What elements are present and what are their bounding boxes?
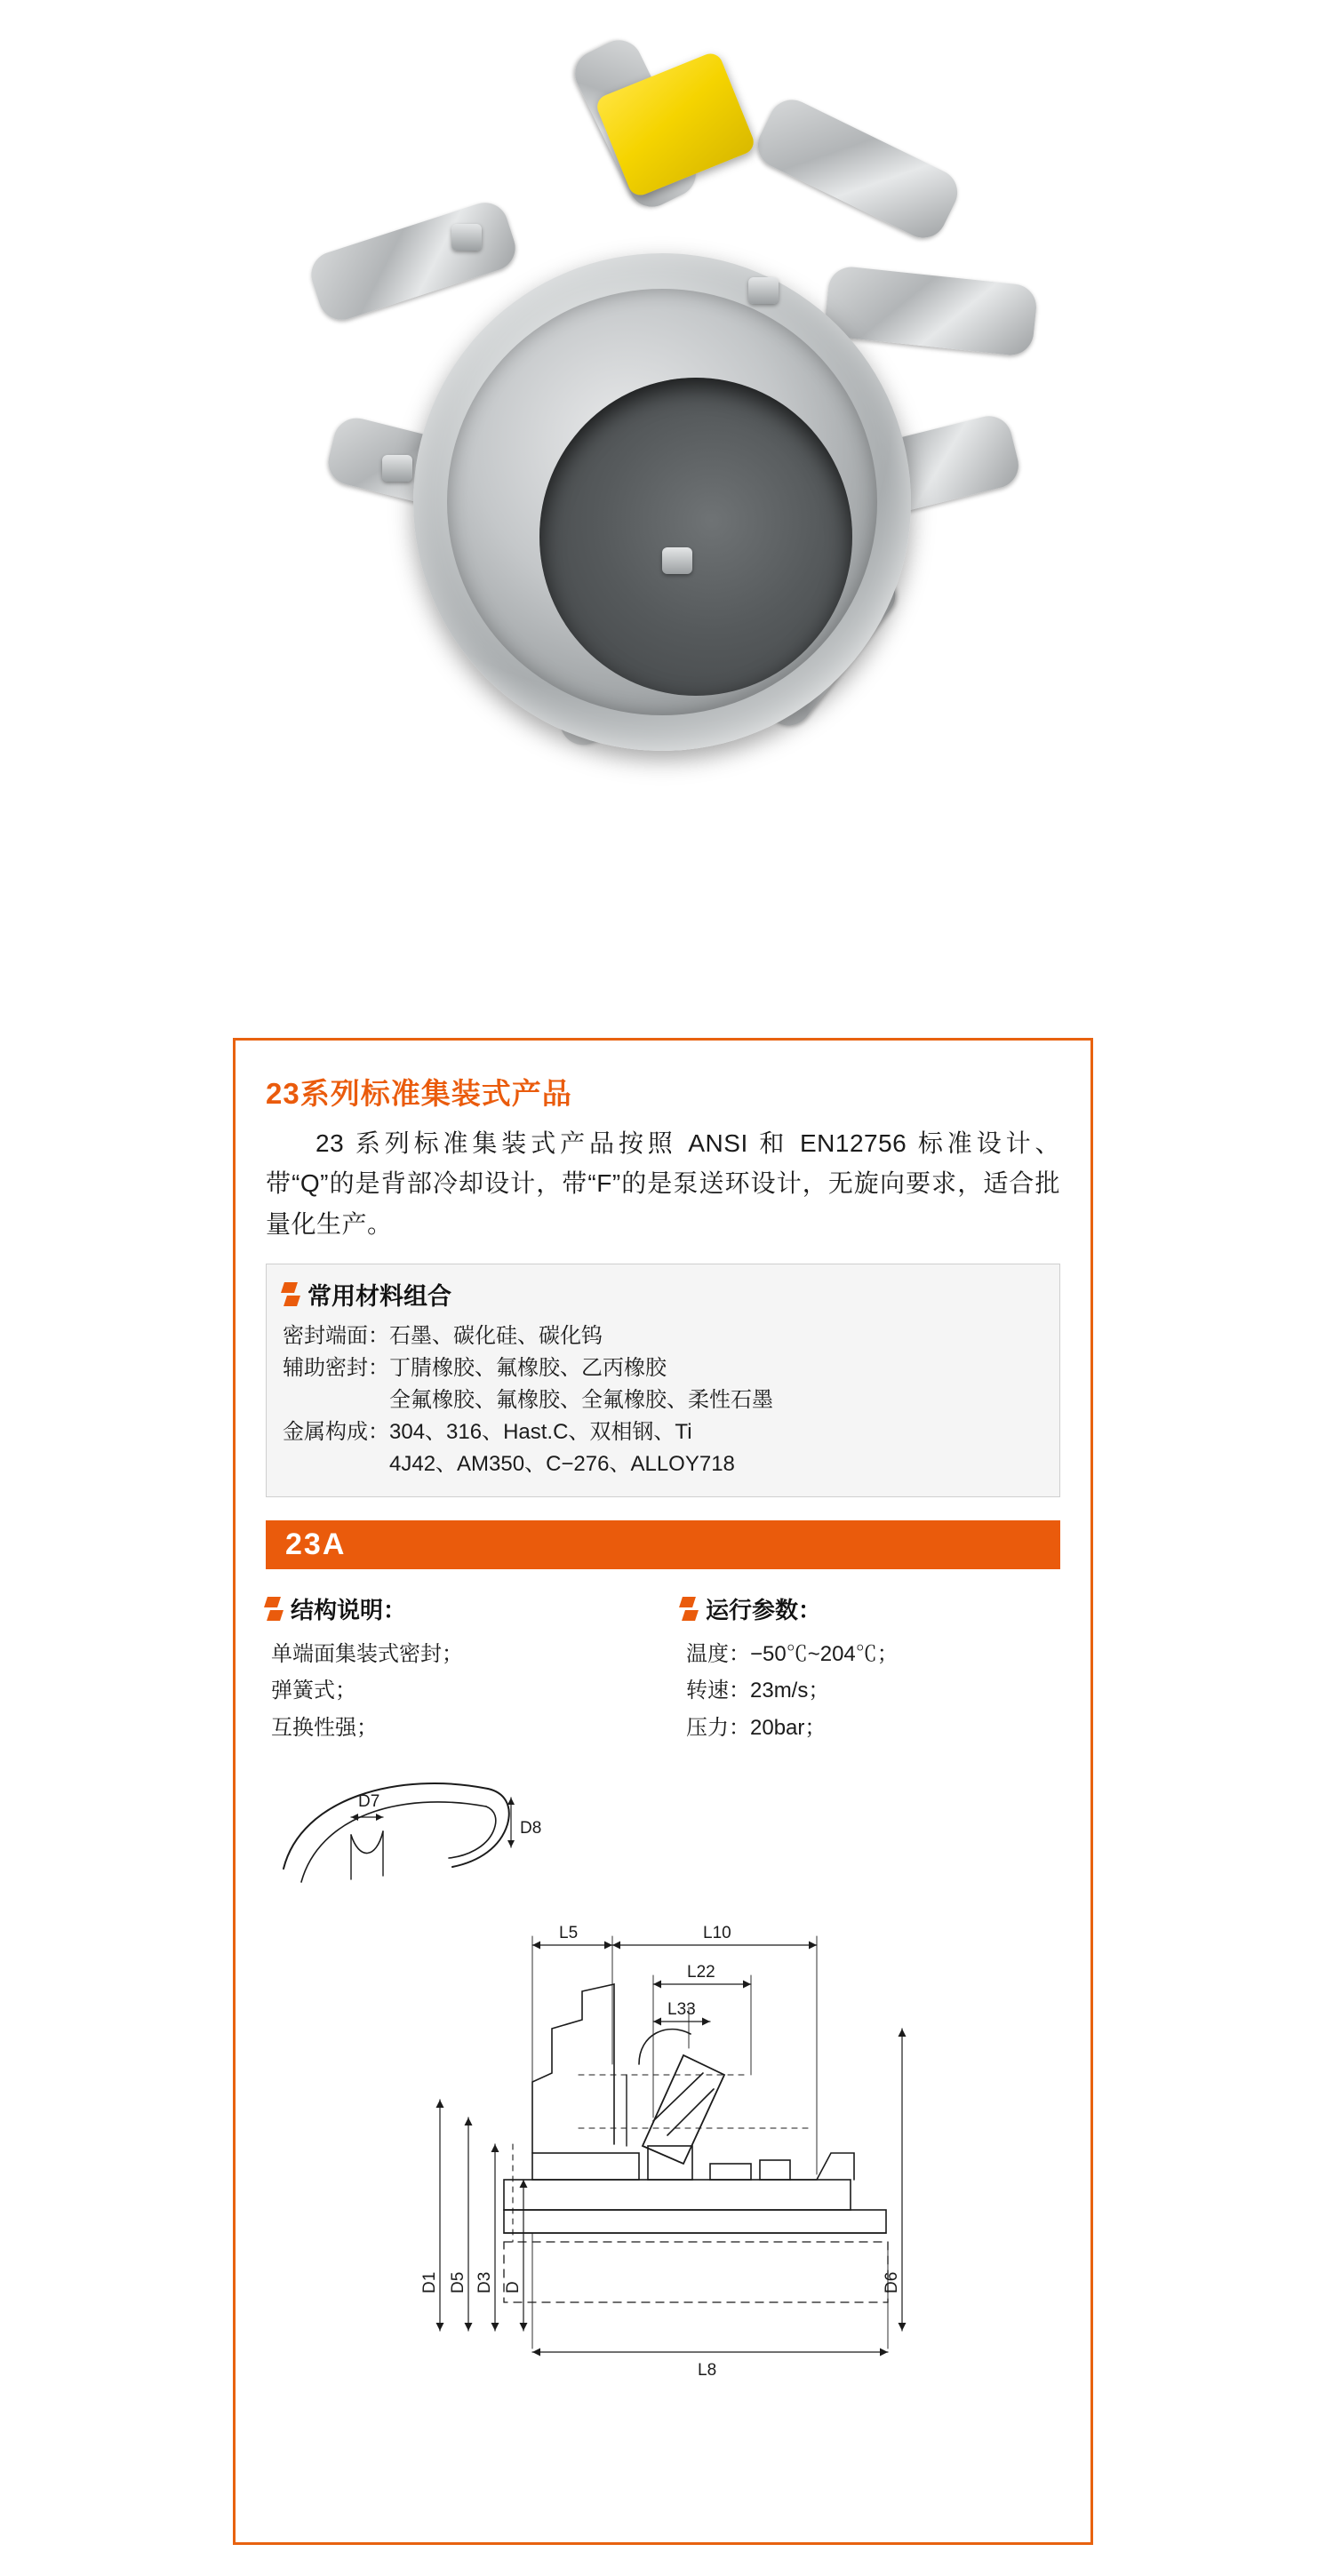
material-value: 丁腈橡胶、氟橡胶、乙丙橡胶	[389, 1356, 667, 1381]
structure-heading-row	[266, 1592, 645, 1625]
dim-label-L8: L8	[698, 2360, 717, 2375]
set-screw	[382, 455, 412, 482]
set-screw	[451, 224, 482, 251]
dim-label-L10: L10	[703, 1923, 731, 1942]
material-label: 密封端面：	[283, 1324, 389, 1349]
dim-label-L33: L33	[667, 1999, 696, 2019]
gland-lug	[823, 265, 1038, 357]
dimension-drawing-svg	[266, 1762, 1066, 2375]
gland-lug	[750, 92, 965, 246]
materials-heading: 常用材料组合	[308, 1283, 451, 1311]
gland-bore	[539, 378, 852, 696]
photo-stage	[204, 18, 1129, 1004]
parameters-heading-row	[681, 1592, 1060, 1625]
dim-label-D8: D8	[520, 1818, 542, 1838]
material-values	[389, 1320, 1043, 1352]
series-title: 23系列标准集装式产品	[266, 1077, 572, 1110]
dim-label-D5: D5	[449, 2271, 467, 2293]
seal-gland-illustration	[258, 53, 1058, 951]
dim-label-L5: L5	[559, 1923, 579, 1942]
material-value: 石墨、碳化硅、碳化钨	[389, 1324, 603, 1349]
set-screw	[662, 547, 692, 574]
spark-icon	[681, 1596, 697, 1623]
list-item: 单端面集装式密封；	[271, 1642, 463, 1667]
structure-list	[266, 1636, 645, 1746]
spec-columns	[266, 1592, 1060, 1746]
list-item: 转速：23m/s；	[686, 1679, 830, 1703]
gland-lug	[306, 196, 522, 325]
dim-label-L22: L22	[687, 1962, 715, 1982]
dim-label-D1: D1	[420, 2271, 439, 2293]
gland-hub	[413, 253, 911, 751]
parameters-heading: 运行参数：	[706, 1597, 822, 1624]
spark-icon	[266, 1596, 282, 1623]
material-value: 4J42、AM350、C−276、ALLOY718	[389, 1452, 735, 1477]
parameters-column	[681, 1592, 1060, 1746]
parameters-list	[681, 1636, 1060, 1746]
list-item: 互换性强；	[271, 1715, 378, 1740]
dim-label-D6: D6	[883, 2271, 901, 2293]
product-photo	[0, 0, 1326, 1022]
gland-seal-ring	[447, 289, 877, 715]
dim-label-D7: D7	[358, 1791, 380, 1811]
series-description: 23 系列标准集装式产品按照 ANSI 和 EN12756 标准设计、带“Q”的是背部冷却设计，带“F”的是泵送环设计，无旋向要求，适合批量化生产。	[266, 1129, 1060, 1238]
dimension-drawing	[266, 1762, 1060, 2384]
dim-label-D3: D3	[475, 2271, 494, 2293]
list-item: 弹簧式；	[271, 1679, 356, 1703]
dim-label-D: D	[504, 2281, 523, 2293]
materials-heading-row	[283, 1277, 1043, 1312]
list-item: 温度：−50℃~204℃；	[686, 1642, 899, 1667]
material-value: 全氟橡胶、氟橡胶、全氟橡胶、柔性石墨	[389, 1388, 773, 1413]
material-values	[389, 1352, 1043, 1416]
material-value: 304、316、Hast.C、双相钢、Ti	[389, 1420, 692, 1445]
model-badge: 23A	[266, 1520, 1060, 1569]
spark-icon	[283, 1281, 299, 1308]
list-item: 压力：20bar；	[686, 1715, 827, 1740]
material-values	[389, 1416, 1043, 1480]
materials-box	[266, 1264, 1060, 1497]
structure-heading: 结构说明：	[291, 1597, 407, 1624]
material-row	[283, 1416, 1043, 1480]
structure-column	[266, 1592, 645, 1746]
material-label: 金属构成：	[283, 1420, 389, 1445]
set-screw	[748, 277, 779, 304]
material-row	[283, 1352, 1043, 1416]
material-label: 辅助密封：	[283, 1356, 389, 1381]
product-info-card	[233, 1038, 1093, 2545]
material-row	[283, 1320, 1043, 1352]
